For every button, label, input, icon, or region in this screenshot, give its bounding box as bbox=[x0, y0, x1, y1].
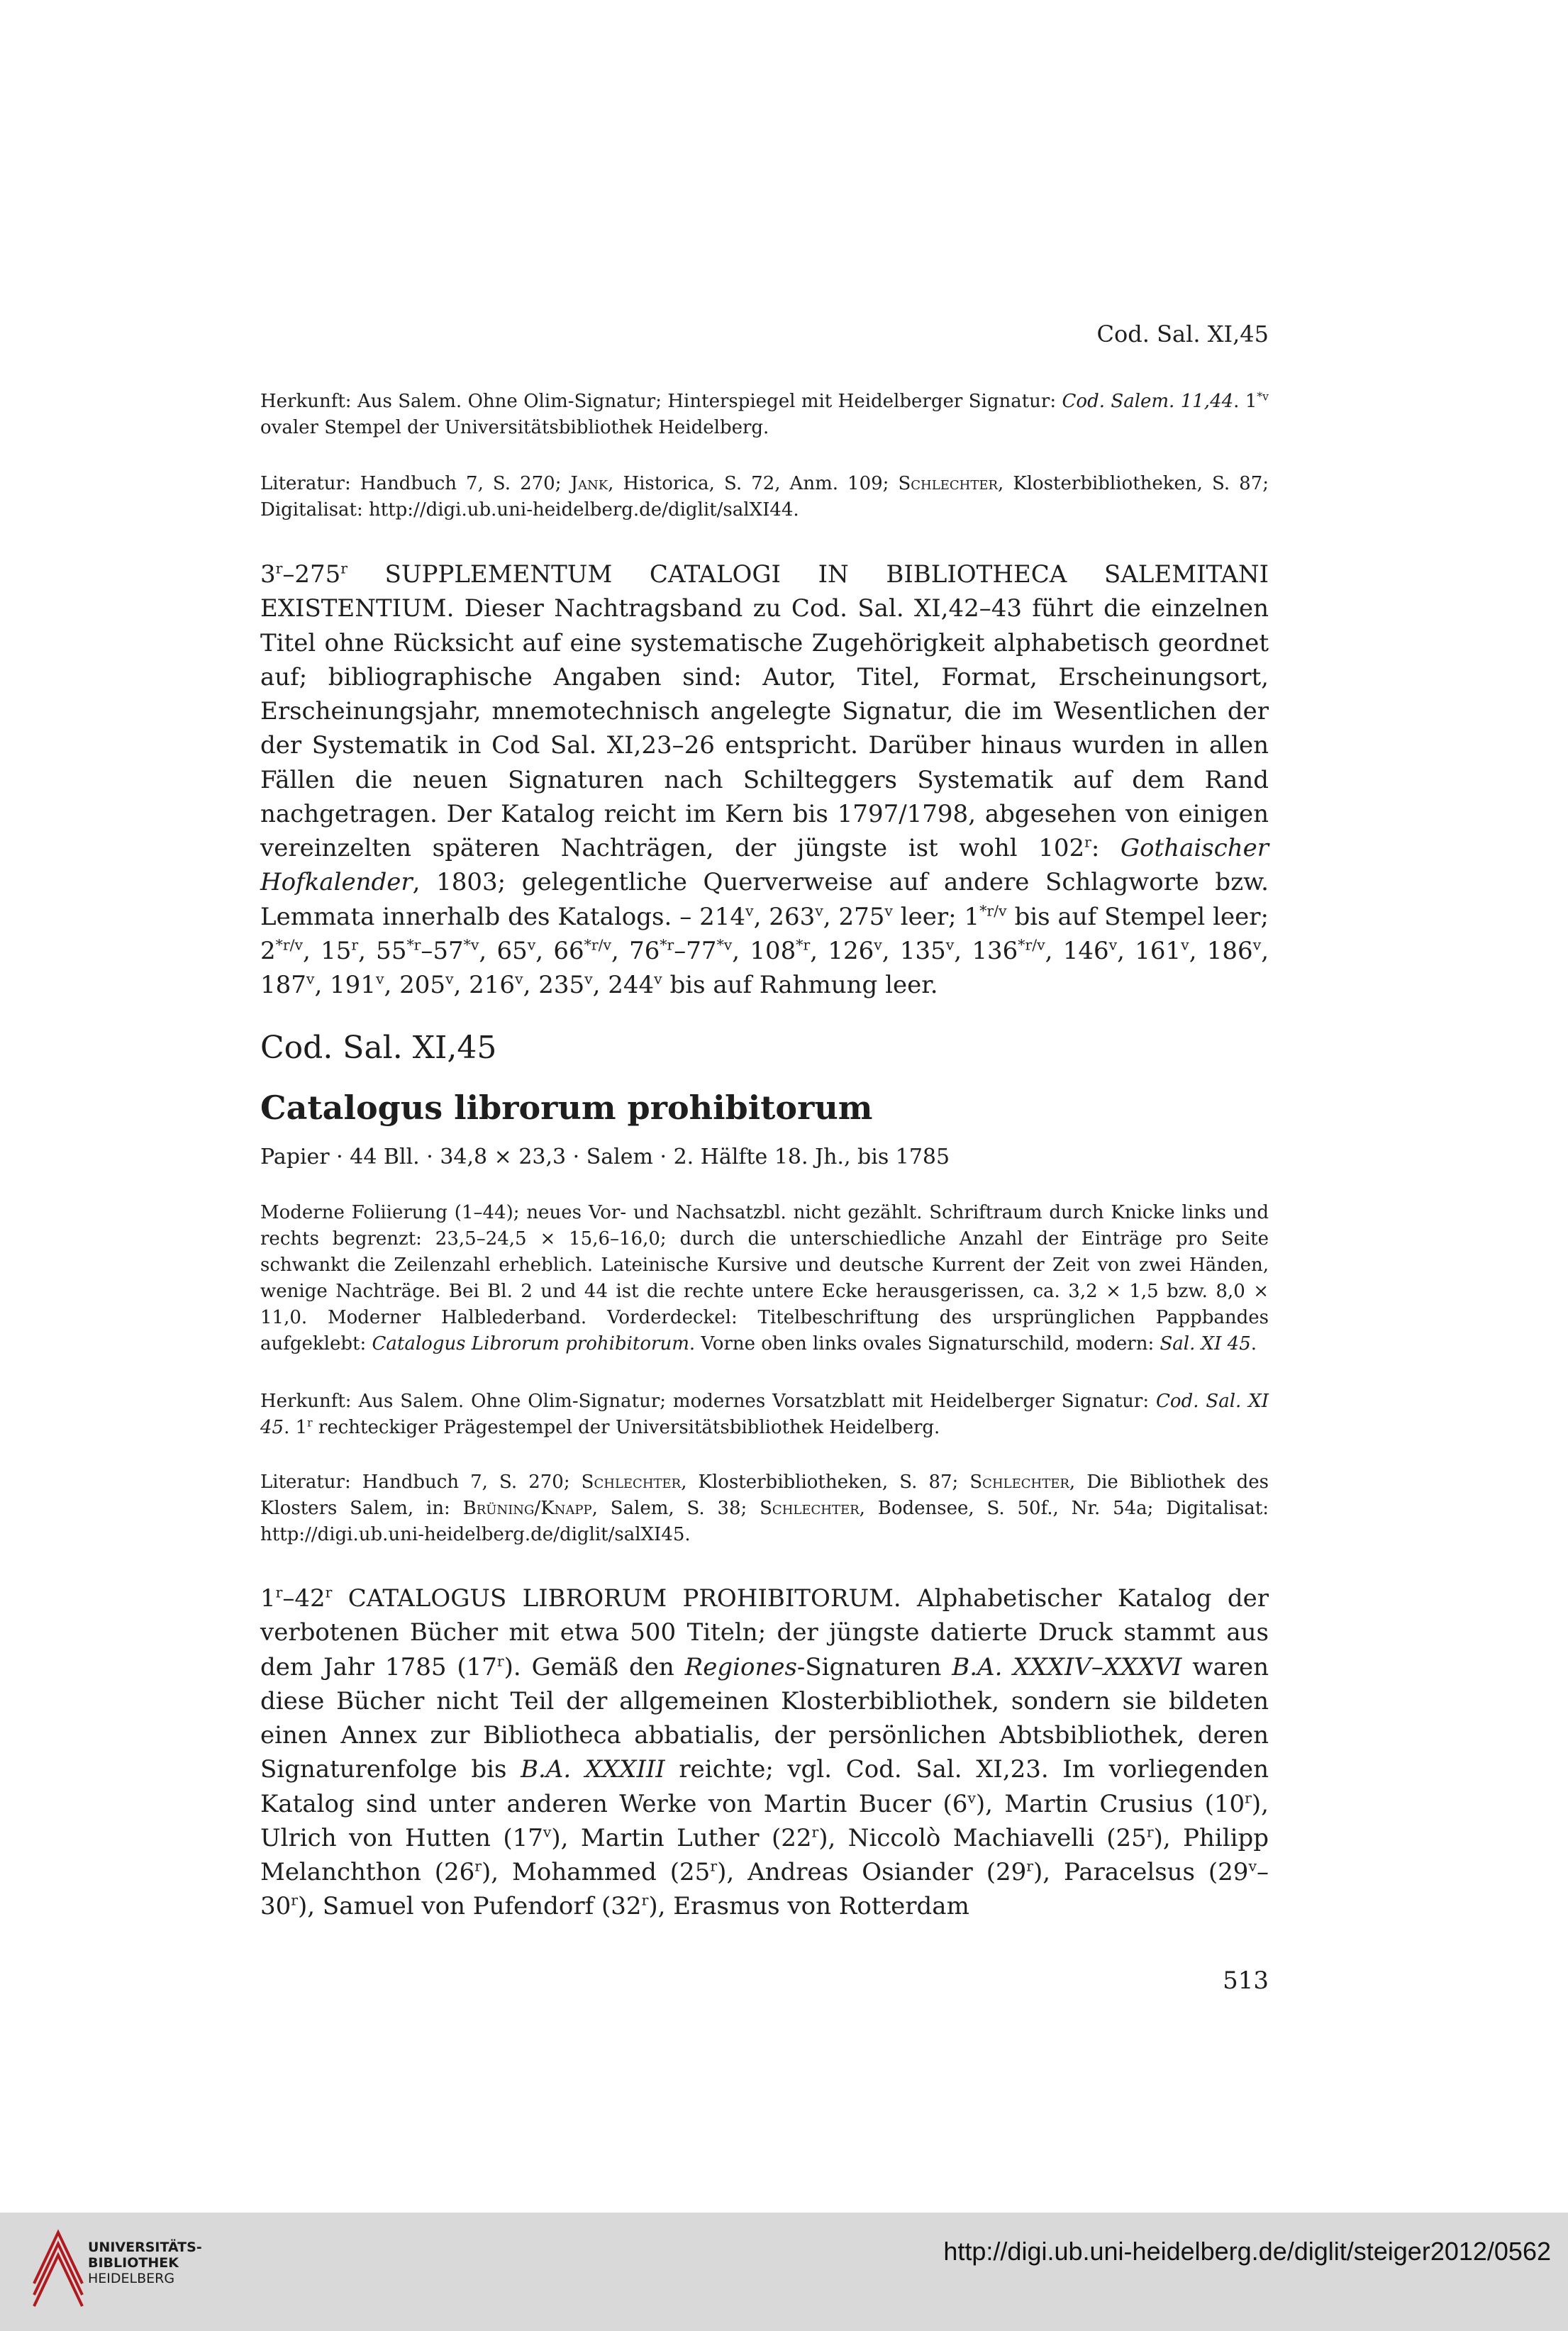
entry-title: Catalogus librorum prohibitorum bbox=[260, 1089, 873, 1127]
entry-signature: Cod. Sal. XI,45 bbox=[260, 1030, 497, 1066]
prev-content-description: 3$^r$–275$^r$ SUPPLEMENTUM CATALOGI IN BIBLIOTHECA SALEMITANI EXISTENTIUM. Dieser Nachtragsband zu Cod. Sal. XI,42–43 führt die einzelnen Titel ohne Rücksicht auf eine systematische Zugehörigkeit alphabetisch geordnet auf; bibliographische Angaben sind: Autor, Titel, Format, Erscheinungsort, Erscheinungsjahr, mnemotechnisch angelegte Signatur, die im Wesentlichen der der Systematik in Cod Sal. XI,23–26 entspricht. Darüber hinaus wurden in allen Fällen die neuen Signaturen nach Schilteggers Systematik auf dem Rand nachgetragen. Der Katalog reicht im Kern bis 1797/1798, abgesehen von einigen vereinzelten späteren Nachträgen, der jüngste ist wohl 102$^r$: Gothaischer Hofkalender, 1803; gelegentliche Querverweise auf andere Schlagworte bzw. Lemmata innerhalb des Katalogs. – 214$^v$, 263$^v$, 275$^v$ leer; $1^{*r/v}$ bis auf Stempel leer; $2^{*r/v}$, 15$^r$, 55$^{*r}$–57$^{*v}$, 65$^v$, $66^{*r/v}$, 76$^{*r}$–77$^{*v}$, 108$^{*r}$, 126$^v$, 135$^v$, $136^{*r/v}$, 146$^v$, 161$^v$, 186$^v$, 187$^v$, 191$^v$, 205$^v$, 216$^v$, 235$^v$, 244$^v$ bis auf Rahmung leer. bbox=[260, 560, 1269, 1000]
entry-description: Moderne Foliierung (1–44); neues Vor- und Nachsatzbl. nicht gezählt. Schriftraum durch Knicke links und rechts begrenzt: 23,5–24,5 × 15,6–16,0; durch die unterschiedliche Anzahl der Einträge pro Seite schwankt die Zeilenzahl erheblich. Lateinische Kursive und deutsche Kurrent der Zeit von zwei Händen, wenige Nachträge. Bei Bl. 2 und 44 ist die rechte untere Ecke herausgerissen, ca. 3,2 × 1,5 bzw. 8,0 × 11,0. Moderner Halblederband. Vorderdeckel: Titelbeschriftung des ursprünglichen Pappbandes aufgeklebt: Catalogus Librorum prohibitorum. Vorne oben links ovales Signaturschild, modern: Sal. XI 45. bbox=[260, 1202, 1269, 1354]
prev-provenance: Herkunft: Aus Salem. Ohne Olim-Signatur; Hinterspiegel mit Heidelberger Signatur: Cod. Salem. 11,44. 1$^{*v}$ ovaler Stempel der Universitätsbibliothek Heidelberg. bbox=[260, 390, 1269, 438]
page-number: 513 bbox=[1223, 1966, 1269, 1995]
entry-meta: Papier · 44 Bll. · 34,8 × 23,3 · Salem · 2. Hälfte 18. Jh., bis 1785 bbox=[260, 1145, 950, 1169]
page-url-link[interactable]: http://digi.ub.uni-heidelberg.de/diglit/steiger2012/0562 bbox=[943, 2237, 1551, 2266]
prev-literature: Literatur: Handbuch 7, S. 270; Jank, Historica, S. 72, Anm. 109; Schlechter, Klosterbibliotheken, S. 87; Digitalisat: http://digi.ub.uni-heidelberg.de/diglit/salXI44. bbox=[260, 473, 1269, 521]
library-logo-text: UNIVERSITÄTS- BIBLIOTHEK HEIDELBERG bbox=[88, 2240, 202, 2286]
library-logo-icon bbox=[30, 2227, 85, 2312]
entry-content-description: 1$^r$–42$^r$ CATALOGUS LIBRORUM PROHIBITORUM. Alphabetischer Katalog der verbotenen Bücher mit etwa 500 Titeln; der jüngste datierte Druck stammt aus dem Jahr 1785 (17$^r$). Gemäß den Regiones-Signaturen B.A. XXXIV–XXXVI waren diese Bücher nicht Teil der allgemeinen Klosterbibliothek, sondern sie bildeten einen Annex zur Bibliotheca abbatialis, der persönlichen Abtsbibliothek, deren Signaturenfolge bis B.A. XXXIII reichte; vgl. Cod. Sal. XI,23. Im vorliegenden Katalog sind unter anderen Werke von Martin Bucer (6$^v$), Martin Crusius (10$^r$), Ulrich von Hutten (17$^v$), Martin Luther (22$^r$), Niccolò Machiavelli (25$^r$), Philipp Melanchthon (26$^r$), Mohammed (25$^r$), Andreas Osiander (29$^r$), Paracelsus (29$^v$–30$^r$), Samuel von Pufendorf (32$^r$), Erasmus von Rotterdam bbox=[260, 1584, 1269, 1921]
running-head: Cod. Sal. XI,45 bbox=[1096, 321, 1269, 347]
viewer-footer bbox=[0, 2213, 1568, 2331]
entry-literature: Literatur: Handbuch 7, S. 270; Schlechter, Klosterbibliotheken, S. 87; Schlechter, Die Bibliothek des Klosters Salem, in: Brüning/Knapp, Salem, S. 38; Schlechter, Bodensee, S. 50f., Nr. 54a; Digitalisat: http://digi.ub.uni-heidelberg.de/diglit/salXI45. bbox=[260, 1472, 1269, 1545]
entry-provenance: Herkunft: Aus Salem. Ohne Olim-Signatur; modernes Vorsatzblatt mit Heidelberger Signatur: Cod. Sal. XI 45. 1$^r$ rechteckiger Prägestempel der Universitätsbibliothek Heidelberg. bbox=[260, 1391, 1269, 1438]
